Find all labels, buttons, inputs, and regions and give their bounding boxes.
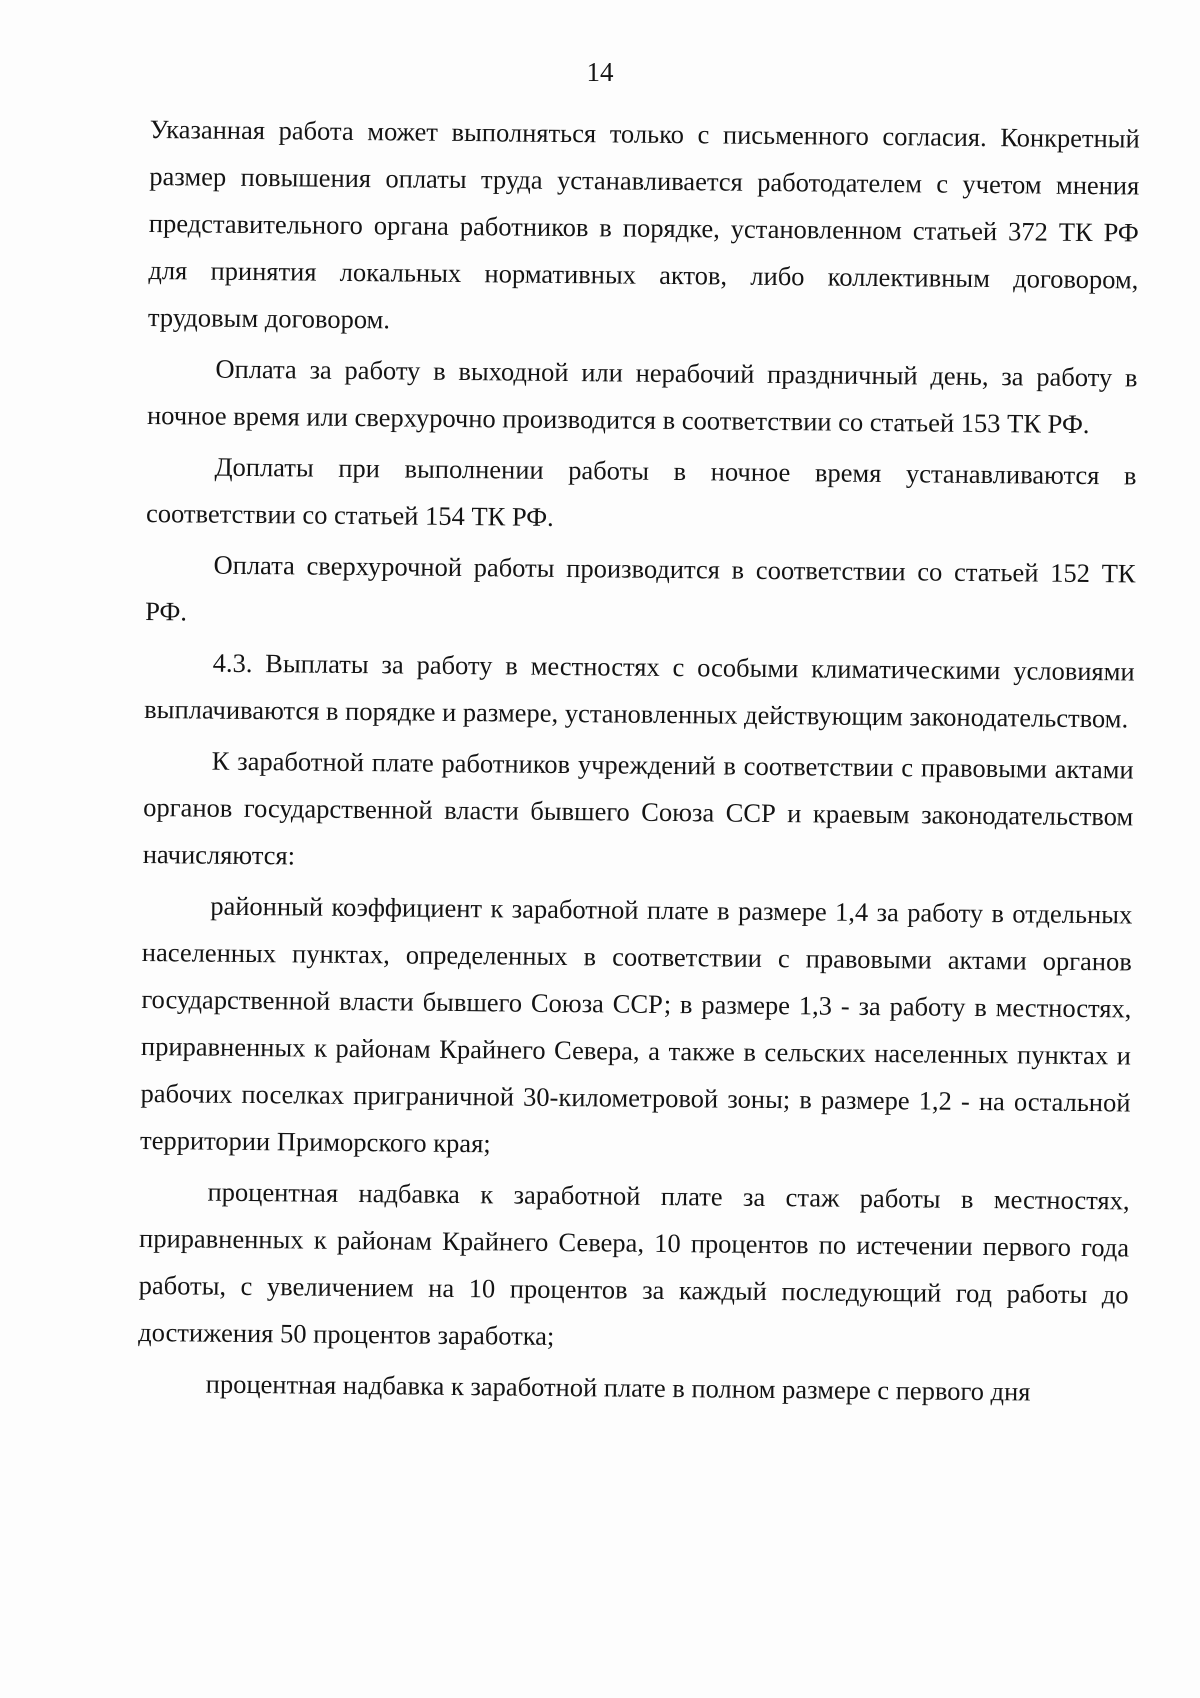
paragraph-5: 4.3. Выплаты за работу в местностях с особыми климатическими условиями выплачиваются в порядке и размере, установленных действующим законодательством. xyxy=(144,647,1135,734)
paragraph-6: К заработной плате работников учреждений в соответствии с правовыми актами органов государственной власти бывшего Союза ССР и краевым законодательством начисляются: xyxy=(142,745,1134,871)
paragraph-9: процентная надбавка к заработной плате в полном размере с первого дня xyxy=(205,1368,1031,1407)
paragraph-3: Доплаты при выполнении работы в ночное время устанавливаются в соответствии со статьей 154 ТК РФ. xyxy=(145,451,1137,532)
paragraph-1: Указанная работа может выполняться только с письменного согласия. Конкретный размер повышения оплаты труда устанавливается работодателем с учетом мнения представительного органа работников в порядке, установленном статьей 372 ТК РФ для принятия локальных нормативных актов, либо коллективным договором, трудовым договором. xyxy=(147,113,1140,335)
page-number: 14 xyxy=(586,57,614,87)
paragraph-2: Оплата за работу в выходной или нерабочий праздничный день, за работу в ночное время или сверхурочно производится в соответствии со статьей 153 ТК РФ. xyxy=(146,353,1138,440)
paragraph-8: процентная надбавка к заработной плате за стаж работы в местностях, приравненных к районам Крайнего Севера, 10 процентов по истечении первого года работы, с увеличением на 10 процентов за каждый последующий год работы до достижения 50 процентов заработка; xyxy=(138,1176,1130,1351)
paragraph-4: Оплата сверхурочной работы производится в соответствии со статьей 152 ТК РФ. xyxy=(145,549,1136,627)
document-body xyxy=(138,106,1140,1416)
paragraph-7: районный коэффициент к заработной плате в размере 1,4 за работу в отдельных населенных пунктах, определенных в соответствии с правовыми актами органов государственной власти бывшего Союза ССР; в размере 1,3 - за работу в местностях, приравненных к районам Крайнего Севера, а также в сельских населенных пунктах и рабочих поселках приграничной 30-километровой зоны; в размере 1,2 - на остальной территории Приморского края; xyxy=(139,890,1133,1159)
